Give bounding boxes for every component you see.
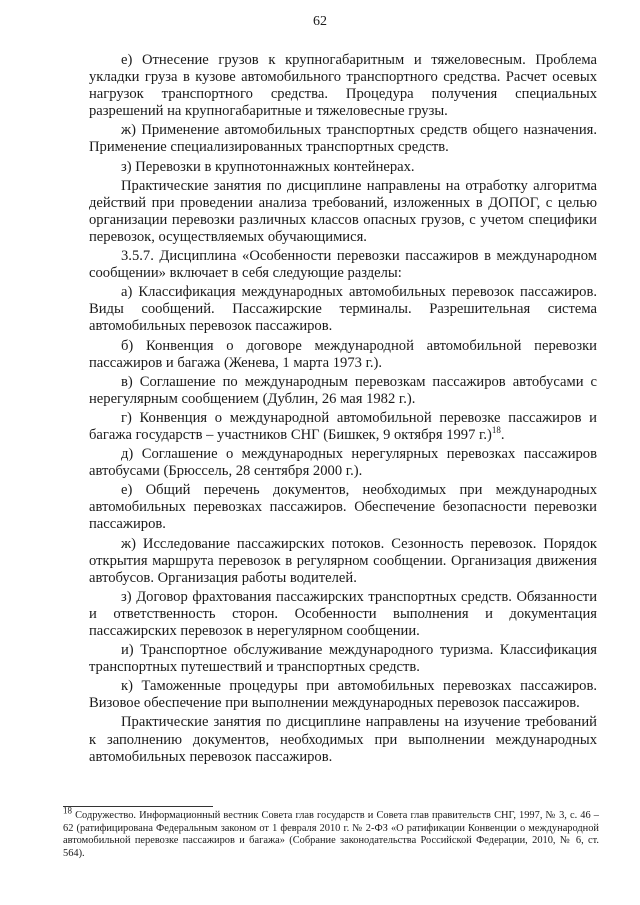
paragraph-discipline-3-5-7: 3.5.7. Дисциплина «Особенности перевозки пассажиров в международном сообщении» включает в себя следующие разделы: [89,248,597,282]
footnote [63,805,599,860]
paragraph-e-cargo: е) Отнесение грузов к крупногабаритным и тяжеловесным. Проблема укладки груза в кузове автомобильного транспортного средства. Расчет осевых нагрузок транспортного средства. Процедура получения специальных разрешений на крупногабаритные и тяжеловесные грузы. [89,52,597,120]
footnote-text: Содружество. Информационный вестник Совета глав государств и Совета глав правительств СНГ, 1997, № 3, с. 46 – 62 (ратифицирована Федеральным законом от 1 февраля 2010 г. № 2-ФЗ «О ратификации Конвенции о международной автомобильной перевозке пассажиров и багажа» (Собрание законодательства Российской Федерации, 2010, № 6, ст. 564). [63,810,599,859]
paragraph-b-convention-geneva: б) Конвенция о договоре международной автомобильной перевозки пассажиров и багажа (Женева, 1 марта 1973 г.). [89,337,597,371]
body-text [89,52,597,768]
paragraph-a-classification: а) Классификация международных автомобильных перевозок пассажиров. Виды сообщений. Пассажирские терминалы. Разрешительная система автомобильных перевозок пассажиров. [89,284,597,335]
footnote-number: 18 [63,805,72,816]
paragraph-g-end: . [500,426,505,443]
paragraph-z-containers: з) Перевозки в крупнотоннажных контейнерах. [121,158,415,175]
paragraph-zh-vehicles: ж) Применение автомобильных транспортных средств общего назначения. Применение специализированных транспортных средств. [89,122,597,156]
paragraph-e-documents: е) Общий перечень документов, необходимых при международных автомобильных перевозках пассажиров. Обеспечение безопасности перевозки пассажиров. [89,482,597,533]
paragraph-v-agreement-dublin: в) Соглашение по международным перевозкам пассажиров автобусами с нерегулярным сообщением (Дублин, 26 мая 1982 г.). [89,373,597,407]
paragraph-zh-passenger-flows: ж) Исследование пассажирских потоков. Сезонность перевозок. Порядок открытия маршрута перевозок в регулярном сообщении. Организация движения автобусов. Организация работы водителей. [89,535,597,586]
paragraph-practice-dopog: Практические занятия по дисциплине направлены на отработку алгоритма действий при проведении анализа требований, изложенных в ДОПОГ, с целью организации перевозки различных классов опасных грузов, с учетом специфики перевозок, осуществляемых обучающимися. [89,177,597,245]
paragraph-k-customs: к) Таможенные процедуры при автомобильных перевозках пассажиров. Визовое обеспечение при выполнении международных перевозок пассажиров. [89,678,597,712]
paragraph-g-convention-bishkek [89,410,597,444]
paragraph-practice-documents: Практические занятия по дисциплине направлены на изучение требований к заполнению документов, необходимых при выполнении международных автомобильных перевозок пассажиров. [89,714,597,765]
paragraph-z-charter: з) Договор фрахтования пассажирских транспортных средств. Обязанности и ответственность сторон. Особенности выполнения и документация пассажирских перевозок в нерегулярном сообщении. [89,588,597,639]
footnote-divider [63,806,213,807]
page-number: 62 [313,14,327,29]
footnote-reference[interactable]: 18 [491,425,501,436]
paragraph-i-tourism: и) Транспортное обслуживание международного туризма. Классификация транспортных путешествий и транспортных средств. [89,642,597,676]
paragraph-d-agreement-brussels: д) Соглашение о международных нерегулярных перевозках пассажиров автобусами (Брюссель, 28 сентября 2000 г.). [89,446,597,480]
paragraph-g-text: г) Конвенция о международной автомобильной перевозке пассажиров и багажа государств – участников СНГ (Бишкек, 9 октября 1997 г.) [89,409,597,443]
